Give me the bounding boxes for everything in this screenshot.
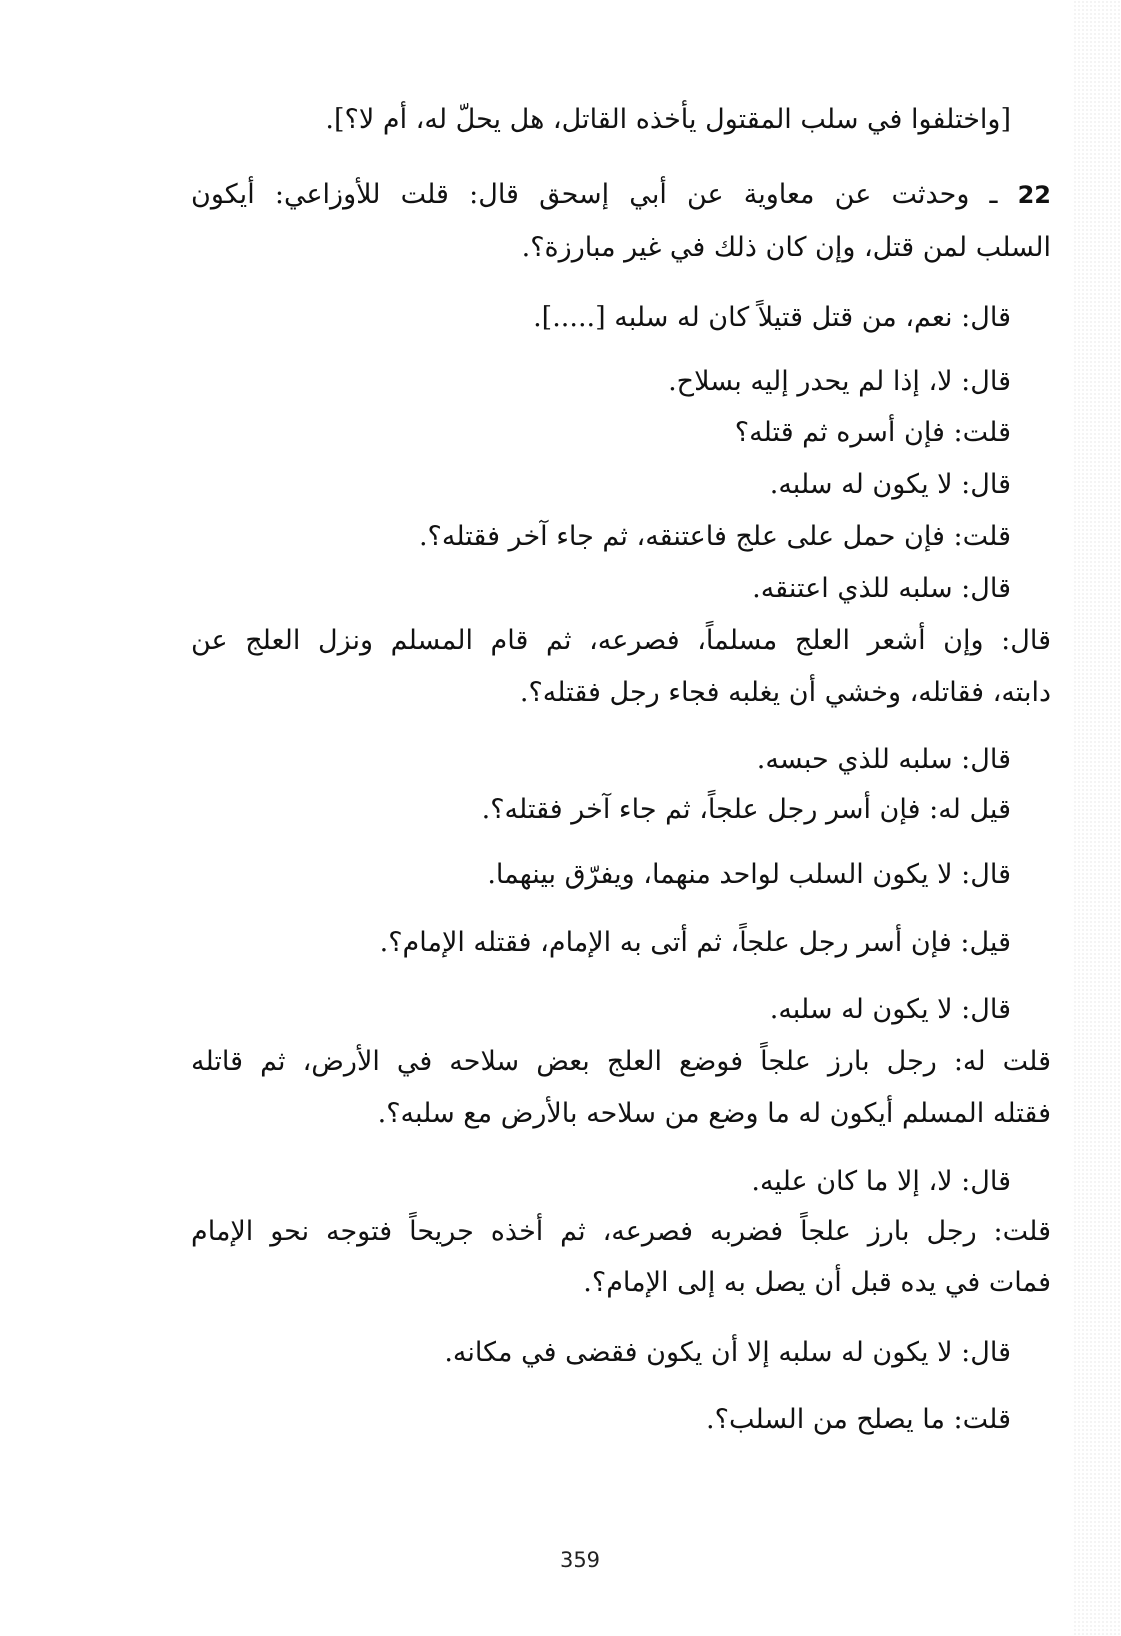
- scan-edge-noise: [1073, 0, 1121, 1636]
- text-line-17: قلت له: رجل بارز علجاً فوضع العلج بعض سلاحه في الأرض، ثم قاتله: [191, 1046, 1051, 1077]
- page-number: 359: [559, 1548, 601, 1572]
- text-line-8: قلت: فإن حمل على علج فاعتنقه، ثم جاء آخر فقتله؟.: [418, 521, 1011, 552]
- text-line-6: قلت: فإن أسره ثم قتله؟: [734, 417, 1011, 448]
- text-line-3: السلب لمن قتل، وإن كان ذلك في غير مبارزة؟.: [521, 232, 1051, 263]
- text-line-20: قلت: رجل بارز علجاً فضربه فصرعه، ثم أخذه جريحاً فتوجه نحو الإمام: [191, 1216, 1051, 1247]
- text-line-11: دابته، فقاتله، وخشي أن يغلبه فجاء رجل فقتله؟.: [519, 677, 1051, 708]
- text-line-23: قلت: ما يصلح من السلب؟.: [706, 1404, 1011, 1435]
- text-line-1: [واختلفوا في سلب المقتول يأخذه القاتل، هل يحلّ له، أم لا؟].: [325, 104, 1011, 135]
- paragraph-number: 22: [1017, 181, 1051, 209]
- text-line-14: قال: لا يكون السلب لواحد منهما، ويفرّق بينهما.: [487, 859, 1011, 890]
- text-line-13: قيل له: فإن أسر رجل علجاً، ثم جاء آخر فقتله؟.: [481, 794, 1011, 825]
- text-line-5: قال: لا، إذا لم يحدر إليه بسلاح.: [668, 366, 1011, 397]
- text-line-4: قال: نعم، من قتل قتيلاً كان له سلبه [.....].: [533, 302, 1011, 333]
- text-line-15: قيل: فإن أسر رجل علجاً، ثم أتى به الإمام، فقتله الإمام؟.: [379, 927, 1011, 958]
- text-line-10: قال: وإن أشعر العلج مسلماً، فصرعه، ثم قام المسلم ونزل العلج عن: [191, 625, 1051, 656]
- text-line-16: قال: لا يكون له سلبه.: [769, 994, 1011, 1025]
- text-line-18: فقتله المسلم أيكون له ما وضع من سلاحه بالأرض مع سلبه؟.: [377, 1098, 1051, 1129]
- text-line-12: قال: سلبه للذي حبسه.: [756, 744, 1011, 775]
- text-line-22: قال: لا يكون له سلبه إلا أن يكون فقضى في مكانه.: [444, 1337, 1011, 1368]
- text-line-9: قال: سلبه للذي اعتنقه.: [752, 573, 1011, 604]
- text-line-2: [191, 175, 1051, 215]
- text-line-7: قال: لا يكون له سلبه.: [769, 469, 1011, 500]
- text-line-19: قال: لا، إلا ما كان عليه.: [751, 1166, 1011, 1197]
- text-line-2-body: ـ وحدثت عن معاوية عن أبي إسحق قال: قلت للأوزاعي: أيكون: [191, 179, 1018, 210]
- text-line-21: فمات في يده قبل أن يصل به إلى الإمام؟.: [583, 1267, 1051, 1298]
